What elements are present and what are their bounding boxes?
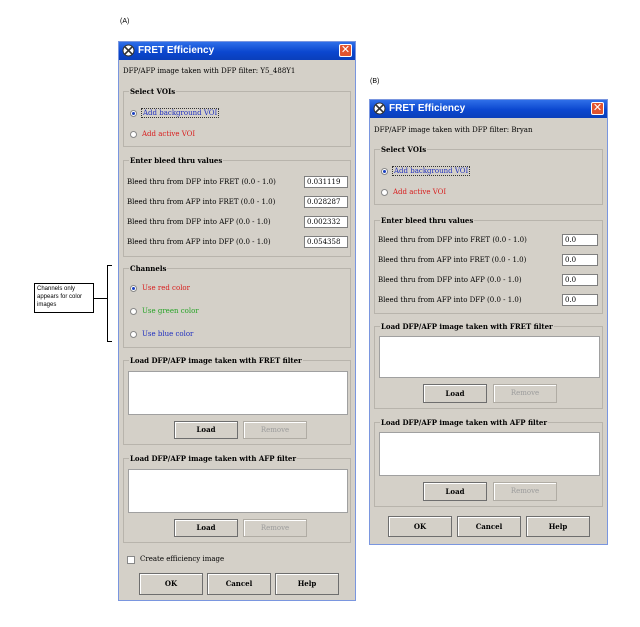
bleed-thru-group [123, 156, 351, 257]
dialog-title: FRET Efficiency [138, 45, 215, 56]
ok-button[interactable]: OK [388, 516, 452, 537]
group-title: Enter bleed thru values [381, 216, 474, 225]
create-efficiency-label: Create efficiency image [140, 555, 225, 563]
close-button[interactable] [339, 44, 352, 57]
radio-button-icon[interactable] [130, 285, 137, 292]
load-afp-group [374, 418, 603, 507]
select-vois-group [374, 145, 603, 205]
radio-label: Use red color [142, 284, 190, 292]
bleed-label-afp-into-dfp: Bleed thru from AFP into DFP (0.0 - 1.0) [127, 238, 271, 246]
bleed-field-dfp-into-afp[interactable]: 0.002332 [304, 216, 348, 228]
bleed-label-afp-into-fret: Bleed thru from AFP into FRET (0.0 - 1.0) [127, 198, 276, 206]
radio-label: Use blue color [142, 330, 194, 338]
channels-group [123, 264, 351, 348]
group-title: Load DFP/AFP image taken with FRET filter [381, 322, 553, 331]
cancel-button[interactable]: Cancel [457, 516, 521, 537]
title-bar[interactable] [119, 42, 355, 60]
load-fret-group [374, 322, 603, 409]
annotation-connector [94, 298, 107, 299]
title-bar[interactable] [370, 100, 607, 118]
group-title: Select VOIs [381, 145, 427, 154]
fret-efficiency-dialog-a [118, 41, 356, 601]
bleed-label-afp-into-dfp: Bleed thru from AFP into DFP (0.0 - 1.0) [378, 296, 522, 304]
panel-a-label: (A) [120, 18, 130, 25]
radio-label: Add background VOI [394, 167, 469, 175]
fret-app-icon [122, 44, 135, 57]
load-afp-group [123, 454, 351, 543]
afp-image-list[interactable] [128, 469, 348, 513]
bleed-field-dfp-into-afp[interactable]: 0.0 [562, 274, 598, 286]
group-title: Load DFP/AFP image taken with AFP filter [381, 418, 548, 427]
radio-button-icon[interactable] [381, 189, 388, 196]
create-efficiency-checkbox[interactable] [127, 556, 135, 564]
radio-button-icon[interactable] [130, 308, 137, 315]
panel-b-label: (B) [370, 78, 380, 85]
fret-image-list[interactable] [128, 371, 348, 415]
radio-button-icon[interactable] [130, 110, 137, 117]
bleed-field-dfp-into-fret[interactable]: 0.031119 [304, 176, 348, 188]
bleed-field-afp-into-fret[interactable]: 0.028287 [304, 196, 348, 208]
group-title: Channels [130, 264, 167, 273]
load-fret-button[interactable]: Load [174, 421, 238, 439]
remove-afp-button[interactable]: Remove [243, 519, 307, 537]
radio-button-icon[interactable] [130, 131, 137, 138]
channels-annotation: Channels only appears for color images [34, 283, 94, 313]
image-info: DFP/AFP image taken with DFP filter: Bryan [374, 126, 533, 134]
annotation-bracket [107, 265, 112, 342]
group-title: Enter bleed thru values [130, 156, 223, 165]
fret-image-list[interactable] [379, 336, 600, 378]
select-vois-group [123, 87, 351, 147]
group-title: Load DFP/AFP image taken with FRET filter [130, 356, 302, 365]
image-info: DFP/AFP image taken with DFP filter: Y5_488Y1 [123, 67, 296, 75]
close-button[interactable] [591, 102, 604, 115]
dialog-title: FRET Efficiency [389, 103, 466, 114]
load-fret-button[interactable]: Load [423, 384, 487, 403]
fret-app-icon [373, 102, 386, 115]
load-afp-button[interactable]: Load [423, 482, 487, 501]
radio-label: Add active VOI [393, 188, 447, 196]
bleed-label-dfp-into-fret: Bleed thru from DFP into FRET (0.0 - 1.0) [378, 236, 527, 244]
afp-image-list[interactable] [379, 432, 600, 476]
bleed-thru-group [374, 216, 603, 314]
remove-fret-button[interactable]: Remove [493, 384, 557, 403]
radio-button-icon[interactable] [381, 168, 388, 175]
bleed-label-dfp-into-afp: Bleed thru from DFP into AFP (0.0 - 1.0) [378, 276, 522, 284]
group-title: Select VOIs [130, 87, 176, 96]
bleed-field-dfp-into-fret[interactable]: 0.0 [562, 234, 598, 246]
group-title: Load DFP/AFP image taken with AFP filter [130, 454, 297, 463]
load-fret-group [123, 356, 351, 445]
bleed-label-afp-into-fret: Bleed thru from AFP into FRET (0.0 - 1.0) [378, 256, 527, 264]
radio-label: Add active VOI [142, 130, 196, 138]
remove-fret-button[interactable]: Remove [243, 421, 307, 439]
help-button[interactable]: Help [526, 516, 590, 537]
cancel-button[interactable]: Cancel [207, 573, 271, 595]
remove-afp-button[interactable]: Remove [493, 482, 557, 501]
close-icon: ✕ [592, 101, 603, 114]
help-button[interactable]: Help [275, 573, 339, 595]
radio-label: Add background VOI [143, 109, 218, 117]
bleed-field-afp-into-fret[interactable]: 0.0 [562, 254, 598, 266]
fret-efficiency-dialog-b [369, 99, 608, 545]
ok-button[interactable]: OK [139, 573, 203, 595]
close-icon: ✕ [340, 43, 351, 56]
bleed-label-dfp-into-afp: Bleed thru from DFP into AFP (0.0 - 1.0) [127, 218, 271, 226]
radio-button-icon[interactable] [130, 331, 137, 338]
load-afp-button[interactable]: Load [174, 519, 238, 537]
bleed-label-dfp-into-fret: Bleed thru from DFP into FRET (0.0 - 1.0) [127, 178, 276, 186]
radio-label: Use green color [142, 307, 199, 315]
bleed-field-afp-into-dfp[interactable]: 0.054358 [304, 236, 348, 248]
bleed-field-afp-into-dfp[interactable]: 0.0 [562, 294, 598, 306]
